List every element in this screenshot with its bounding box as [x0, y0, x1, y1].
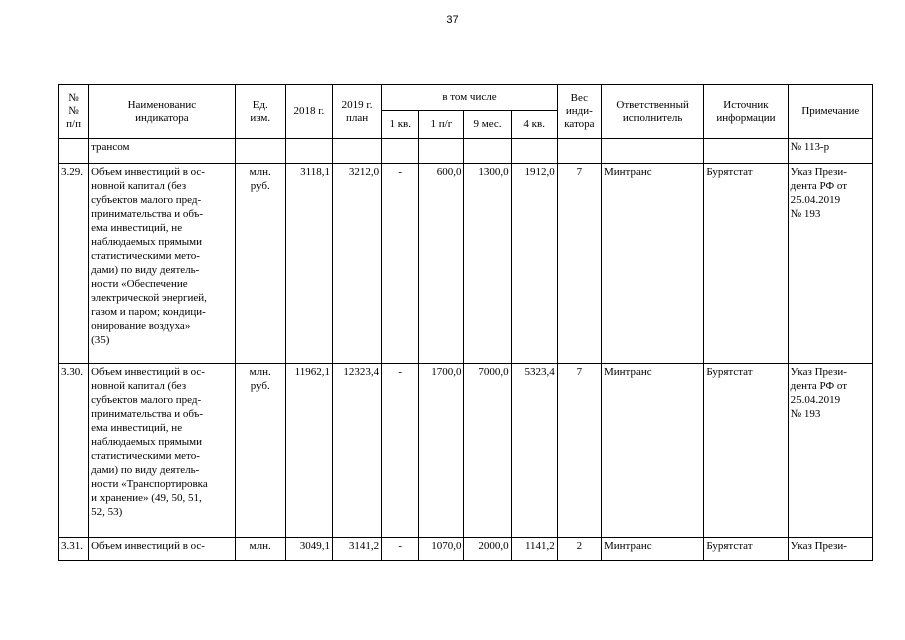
header-q4: 4 кв. — [511, 111, 557, 139]
cell-responsible: Минтранс — [601, 364, 703, 538]
cell-h1 — [419, 139, 464, 164]
header-h1: 1 п/г — [419, 111, 464, 139]
cell-num: 3.30. — [59, 364, 89, 538]
cell-unit: млн. руб. — [235, 364, 285, 538]
cell-h1: 1700,0 — [419, 364, 464, 538]
header-source: Источник информации — [704, 85, 788, 139]
cell-q1: - — [382, 164, 419, 364]
header-num: № № п/п — [59, 85, 89, 139]
cell-q4: 1141,2 — [511, 538, 557, 561]
cell-weight: 2 — [557, 538, 601, 561]
header-q1: 1 кв. — [382, 111, 419, 139]
table-row — [59, 164, 873, 364]
header-note: Примечание — [788, 85, 872, 139]
header-responsible: Ответственный исполнитель — [601, 85, 703, 139]
cell-unit — [235, 139, 285, 164]
cell-2018: 3118,1 — [285, 164, 332, 364]
cell-q1 — [382, 139, 419, 164]
cell-source: Бурятстат — [704, 538, 788, 561]
page-number: 37 — [446, 14, 459, 26]
cell-num — [59, 139, 89, 164]
cell-q4: 5323,4 — [511, 364, 557, 538]
cell-unit: млн. — [235, 538, 285, 561]
cell-q1: - — [382, 364, 419, 538]
cell-9m: 1300,0 — [464, 164, 511, 364]
cell-2019: 3141,2 — [332, 538, 381, 561]
indicators-table — [58, 84, 873, 561]
cell-q4: 1912,0 — [511, 164, 557, 364]
cell-9m: 2000,0 — [464, 538, 511, 561]
cell-q1: - — [382, 538, 419, 561]
cell-unit: млн. руб. — [235, 164, 285, 364]
cell-responsible — [601, 139, 703, 164]
cell-responsible: Минтранс — [601, 538, 703, 561]
cell-2019: 3212,0 — [332, 164, 381, 364]
cell-2018: 3049,1 — [285, 538, 332, 561]
cell-note: Указ Прези- — [788, 538, 872, 561]
cell-weight — [557, 139, 601, 164]
cell-q4 — [511, 139, 557, 164]
header-including: в том числе — [382, 85, 558, 111]
cell-weight: 7 — [557, 164, 601, 364]
cell-name: Объем инвестиций в ос- новной капитал (без субъектов малого пред- принимательства и объ- ема инвестиций, не наблюдаемых прямыми статистическими мето- дами) по виду деятель- ности «Транспортировка и хранение» (49, 50, 51, 52, 53) — [89, 364, 236, 538]
cell-name: трансом — [89, 139, 236, 164]
cell-2019 — [332, 139, 381, 164]
cell-note: Указ Прези- дента РФ от 25.04.2019 № 193 — [788, 364, 872, 538]
cell-source — [704, 139, 788, 164]
header-2018: 2018 г. — [285, 85, 332, 139]
table-row — [59, 364, 873, 538]
header-9m: 9 мес. — [464, 111, 511, 139]
cell-name: Объем инвестиций в ос- — [89, 538, 236, 561]
header-unit: Ед. изм. — [235, 85, 285, 139]
header-name: Наименованис индикатора — [89, 85, 236, 139]
cell-num: 3.31. — [59, 538, 89, 561]
header-2019-plan: 2019 г. план — [332, 85, 381, 139]
cell-9m — [464, 139, 511, 164]
cell-responsible: Минтранс — [601, 164, 703, 364]
table-row-continuation — [59, 139, 873, 164]
header-weight: Вес инди- катора — [557, 85, 601, 139]
cell-note: Указ Прези- дента РФ от 25.04.2019 № 193 — [788, 164, 872, 364]
cell-h1: 600,0 — [419, 164, 464, 364]
cell-2018: 11962,1 — [285, 364, 332, 538]
table-row — [59, 538, 873, 561]
cell-9m: 7000,0 — [464, 364, 511, 538]
cell-name: Объем инвестиций в ос- новной капитал (без субъектов малого пред- принимательства и объ- ема инвестиций, не наблюдаемых прямыми статистическими мето- дами) по виду деятель- ности «Обеспечение электрической энергией, газом и паром; кондици- онирование воздуха» (35) — [89, 164, 236, 364]
cell-2018 — [285, 139, 332, 164]
cell-source: Бурятстат — [704, 364, 788, 538]
cell-source: Бурятстат — [704, 164, 788, 364]
cell-weight: 7 — [557, 364, 601, 538]
cell-h1: 1070,0 — [419, 538, 464, 561]
cell-num: 3.29. — [59, 164, 89, 364]
cell-2019: 12323,4 — [332, 364, 381, 538]
cell-note: № 113-р — [788, 139, 872, 164]
